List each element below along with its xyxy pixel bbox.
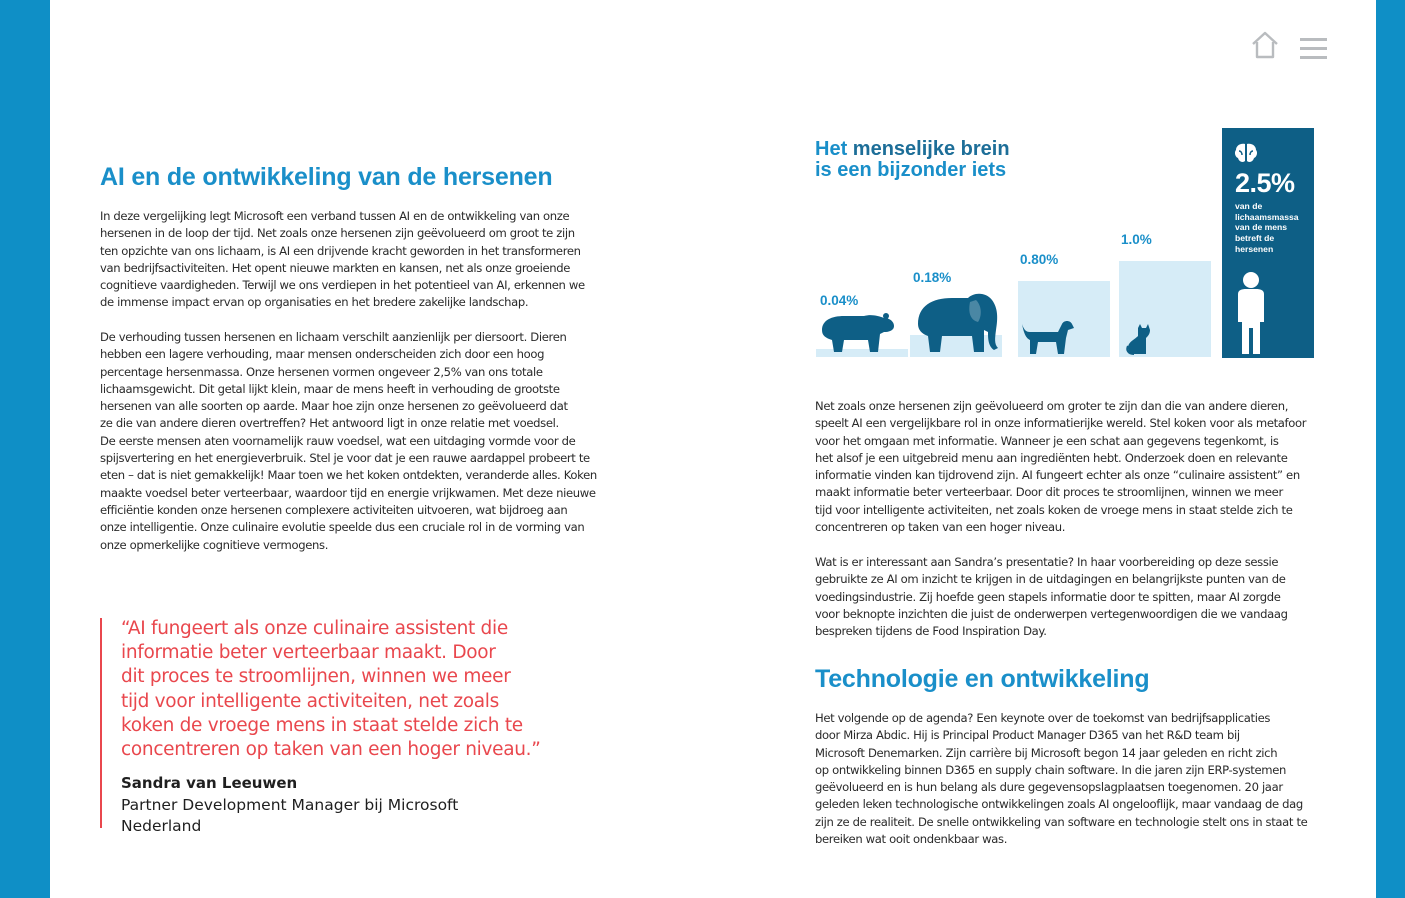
quote-author-name: Sandra van Leeuwen — [121, 774, 298, 792]
text-line: voor beknopte inzichten die juist de onderwerpen vertegenwoordigen die we vandaag — [815, 606, 1288, 621]
person-icon — [1234, 272, 1268, 356]
text-line: onze opmerkelijke cognitieve vermogens. — [100, 537, 329, 552]
section-heading-ai-brain: AI en de ontwikkeling van de hersenen — [100, 163, 553, 191]
caption-line: hersenen — [1235, 243, 1274, 254]
text-line: In deze vergelijking legt Microsoft een verband tussen AI en de ontwikkeling van onze — [100, 209, 570, 223]
text-line: zijn ze de realiteit. De snelle ontwikkeling van software en technologie stelt ons in staat te — [815, 814, 1308, 829]
text-line: tijd voor intelligente activiteiten, net zoals koken de vroege mens in staat stelde zich te — [815, 502, 1293, 517]
text-line: onze intelligentie. Onze culinaire evolutie speelde dus een cruciale rol in de vorming van — [100, 520, 585, 535]
text-line: eten – dat is niet gemakkelijk! Maar toen we het koken ontdekten, veranderde alles. Koken — [100, 468, 597, 483]
text-line: lichaamsgewicht. Dit getal lijkt klein, maar de mens heeft in verhouding de grootste — [100, 381, 560, 396]
text-line: bespreken tijdens de Food Inspiration Day. — [815, 624, 1047, 639]
keynote-paragraph — [815, 710, 1335, 848]
text-line: op ontwikkeling binnen D365 en supply chain software. In die jaren zijn ERP-systemen — [815, 762, 1286, 777]
human-highlight-box — [1222, 128, 1314, 358]
text-line: de immense impact ervan op organisaties en het bredere zakelijke landschap. — [100, 295, 529, 310]
quote-line: informatie beter verteerbaar maakt. Door — [121, 642, 496, 664]
home-icon[interactable] — [1250, 30, 1280, 60]
section-heading-technology: Technologie en ontwikkeling — [815, 665, 1150, 693]
text-line: De verhouding tussen hersenen en lichaam verschilt aanzienlijk per diersoort. Dieren — [100, 330, 567, 344]
brain-ratio-paragraph — [100, 329, 620, 554]
quote-line: dit proces te stroomlijnen, winnen we meer — [121, 666, 511, 688]
brain-icon — [1234, 142, 1258, 164]
dog-icon — [1020, 318, 1076, 356]
ai-metaphor-paragraph — [815, 398, 1335, 536]
text-line: maakte voedsel beter verteerbaar, waardoor tijd en energie vrijkwamen. Met deze nieuwe — [100, 485, 596, 500]
text-line: hersenen van alle soorten op aarde. Maar hoe zijn onze hersenen zo geëvolueerd dat — [100, 399, 568, 414]
role-line: Partner Development Manager bij Microsoft — [121, 796, 459, 814]
text-line: Microsoft Denemarken. Zijn carrière bij Microsoft begon 14 jaar geleden en richt zich — [815, 745, 1278, 760]
title-highlight: menselijke brein — [852, 138, 1010, 160]
quote-line: tijd voor intelligente activiteiten, net zoals — [121, 690, 499, 712]
text-line: ze die van andere dieren overtreffen? Het antwoord ligt in onze relatie met voedsel. — [100, 416, 559, 431]
human-caption — [1235, 201, 1307, 255]
text-line: geëvolueerd en is hun belang als dure gegevensopslagplaatsen toegenomen. 20 jaar — [815, 780, 1283, 795]
text-line: hersenen in de loop der tijd. Net zoals onze hersenen zijn geëvolueerd om groot te zijn — [100, 226, 575, 241]
quote-accent-bar — [100, 618, 102, 828]
text-line: bereiken wat ooit ondenkbaar was. — [815, 832, 1008, 847]
text-line: gebruikte ze AI om inzicht te krijgen in de uitdagingen en belangrijkste punten van de — [815, 572, 1286, 587]
cat-icon — [1126, 322, 1152, 356]
text-line: speelt AI een vergelijkbare rol in onze informatierijke wereld. Stel koken voor als metafoor — [815, 416, 1307, 431]
elephant-percentage: 0.18% — [913, 270, 952, 285]
text-line: door Mirza Abdic. Hij is Principal Product Manager D365 van het R&D team bij — [815, 728, 1240, 743]
text-line: ten opzichte van ons lichaam, is AI een drijvende kracht geworden in het transformeren — [100, 243, 581, 258]
hippo-icon — [818, 308, 898, 354]
text-line: cognitieve vaardigheden. Terwijl we ons verdiepen in het potentieel van AI, erkennen we — [100, 278, 585, 293]
text-line: efficiëntie konden onze hersenen complexere activiteiten uitvoeren, wat bijdroeg aan — [100, 502, 568, 517]
quote-line: koken de vroege mens in staat stelde zich te — [121, 714, 523, 736]
text-line: informatie vinden kan tijdrovend zijn. AI fungeert echter als onze “culinaire assistent” en — [815, 468, 1300, 483]
caption-line: lichaamsmassa — [1235, 211, 1299, 222]
hamburger-menu-icon[interactable] — [1300, 38, 1328, 60]
text-line: Wat is er interessant aan Sandra’s presentatie? In haar voorbereiding op deze sessie — [815, 555, 1279, 569]
human-percentage: 2.5% — [1235, 168, 1295, 198]
title-word: Het — [815, 138, 848, 160]
text-line: spijsvertering en het energieverbruik. Stel je voor dat je een rauwe aardappel probeert te — [100, 451, 590, 466]
text-line: geleden leken technologische ontwikkelingen zoals AI ongelooflijk, maar vandaag de dag — [815, 797, 1303, 812]
quote-line: concentreren op taken van een hoger niveau.” — [121, 739, 541, 761]
text-line: percentage hersenmassa. Onze hersenen vormen ongeveer 2,5% van ons totale — [100, 364, 543, 379]
elephant-icon — [912, 290, 1002, 354]
caption-line: betreft de — [1235, 233, 1275, 244]
role-line: Nederland — [121, 817, 202, 835]
text-line: maakt informatie beter verteerbaar. Door dit proces te stroomlijnen, winnen we meer — [815, 485, 1283, 500]
text-line: van bedrijfsactiviteiten. Het opent nieuwe markten en kansen, net als onze groeiende — [100, 260, 571, 275]
caption-line: van de — [1235, 201, 1263, 211]
cat-percentage: 1.0% — [1121, 232, 1152, 247]
quote-line: “AI fungeert als onze culinaire assistent die — [121, 618, 508, 639]
hippo-percentage: 0.04% — [820, 293, 859, 308]
pull-quote — [121, 617, 551, 762]
caption-line: van de mens — [1235, 222, 1288, 233]
quote-author-role — [121, 795, 501, 837]
text-line: Net zoals onze hersenen zijn geëvolueerd om groter te zijn dan die van andere dieren, — [815, 399, 1289, 413]
text-line: voedingsindustrie. Zij hoefde geen stapels informatie door te spitten, maar AI zorgde — [815, 589, 1281, 604]
text-line: Het volgende op de agenda? Een keynote over de toekomst van bedrijfsapplicaties — [815, 711, 1271, 725]
text-line: De eerste mensen aten voornamelijk rauw voedsel, wat een uitdaging vormde voor de — [100, 433, 576, 448]
sandra-presentation-paragraph — [815, 554, 1335, 640]
title-line2: is een bijzonder iets — [815, 159, 1007, 181]
text-line: het alsof je een uitgebreid menu aan ingrediënten hebt. Onderzoek doen en relevante — [815, 450, 1288, 465]
dog-percentage: 0.80% — [1020, 252, 1059, 267]
text-line: concentreren op taken van een hoger niveau. — [815, 520, 1066, 535]
text-line: voor het omgaan met informatie. Wanneer je een schat aan gegevens tegenkomt, is — [815, 433, 1279, 448]
infographic-title — [815, 139, 1010, 181]
document-page — [50, 0, 1376, 898]
text-line: hebben een lagere verhouding, maar mensen onderscheiden zich door een hoog — [100, 347, 545, 362]
intro-paragraph — [100, 208, 620, 312]
